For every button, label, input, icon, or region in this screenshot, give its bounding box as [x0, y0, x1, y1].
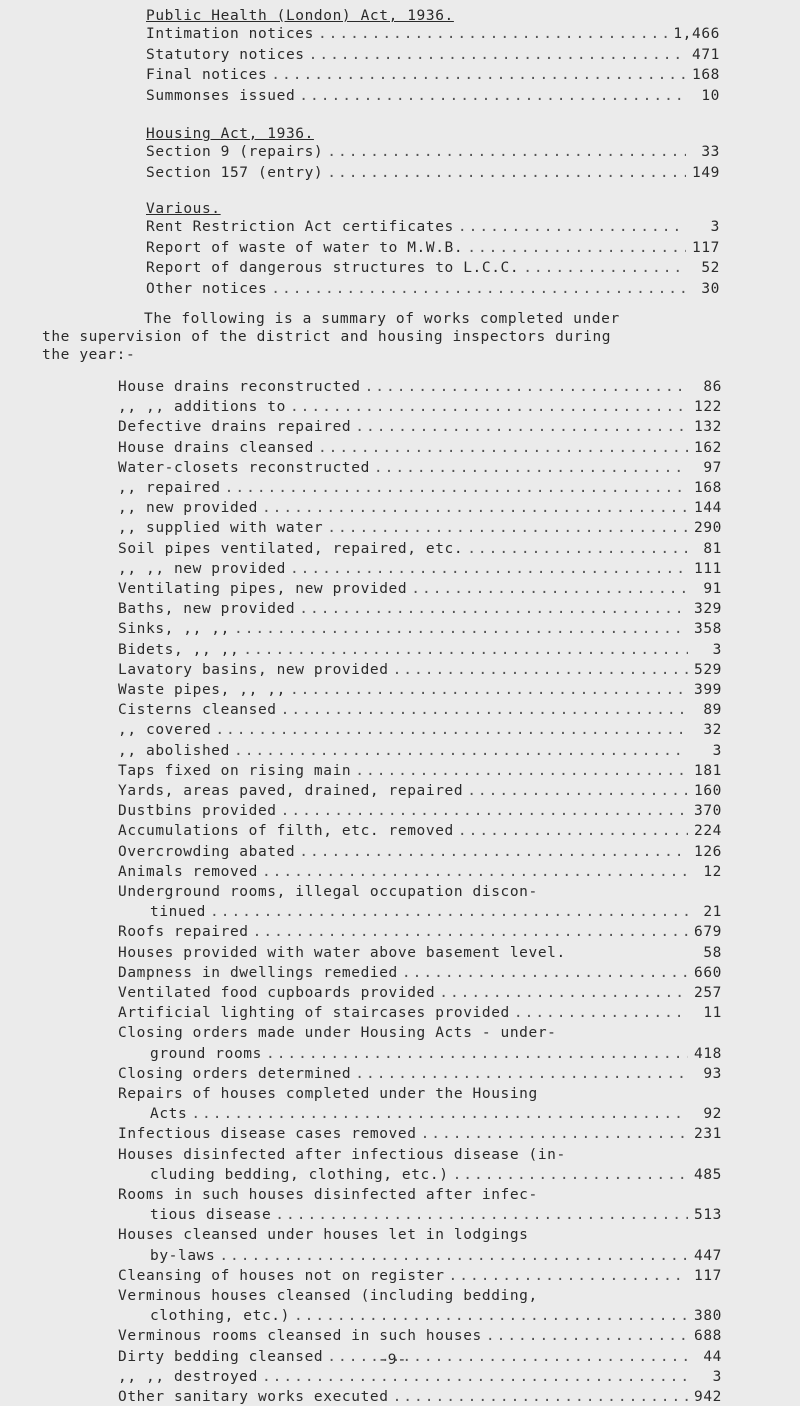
- leader-dots: [266, 1045, 688, 1063]
- leader-dots: [299, 843, 688, 861]
- leader-dots: [355, 418, 688, 436]
- row-value: 168: [692, 67, 720, 83]
- table-row: [118, 540, 722, 558]
- row-value: 92: [703, 1106, 722, 1123]
- table-row: [118, 499, 722, 517]
- leader-dots: [421, 1125, 688, 1143]
- row-value: 86: [703, 379, 722, 395]
- leader-dots: [215, 721, 688, 739]
- row-label: cluding bedding, clothing, etc.): [150, 1166, 449, 1183]
- row-label: ,, ,, additions to: [118, 399, 286, 416]
- table-row: [118, 439, 722, 457]
- row-value: 149: [692, 164, 720, 181]
- row-label: Section 9 (repairs): [146, 144, 324, 160]
- leader-dots: [191, 1105, 688, 1123]
- section-heading: Housing Act, 1936.: [146, 126, 314, 142]
- row-label-line1: Houses disinfected after infectious disease (in-: [118, 1146, 566, 1163]
- row-value: 942: [694, 1389, 722, 1405]
- leader-dots: [219, 1247, 688, 1265]
- table-row: [118, 681, 722, 699]
- row-value: 224: [694, 823, 722, 840]
- leader-dots: [467, 239, 686, 257]
- row-value: 93: [703, 1065, 722, 1082]
- table-row: [118, 641, 722, 659]
- row-value: 471: [692, 46, 720, 63]
- table-row: [146, 66, 720, 84]
- row-label: tious disease: [150, 1207, 272, 1224]
- row-label: by-laws: [150, 1247, 216, 1264]
- row-label: ,, ,, destroyed: [118, 1368, 258, 1385]
- row-label: Other notices: [146, 280, 268, 297]
- row-value: 126: [694, 843, 722, 860]
- leader-dots: [327, 519, 688, 537]
- row-label: Section 157 (entry): [146, 164, 324, 181]
- table-row: [146, 218, 720, 236]
- table-row: [118, 964, 722, 982]
- table-row: [150, 903, 722, 921]
- row-value: 3: [712, 1368, 722, 1385]
- row-value: 52: [701, 260, 720, 276]
- row-value: 513: [694, 1207, 722, 1224]
- row-value: 10: [701, 87, 720, 104]
- row-label: Cleansing of houses not on register: [118, 1267, 445, 1284]
- row-label: Yards, areas paved, drained, repaired: [118, 783, 464, 799]
- row-label: Animals removed: [118, 863, 258, 880]
- row-label: ,, ,, new provided: [118, 560, 286, 577]
- leader-dots: [225, 479, 688, 497]
- table-row: [150, 1307, 722, 1325]
- row-label: Accumulations of filth, etc. removed: [118, 823, 454, 840]
- row-value: 33: [701, 144, 720, 160]
- leader-dots: [262, 499, 688, 517]
- table-row: [118, 721, 722, 739]
- row-label: House drains cleansed: [118, 439, 314, 456]
- leader-dots: [299, 87, 686, 105]
- row-label: Acts: [150, 1106, 188, 1123]
- table-row: [118, 459, 722, 477]
- table-row: [118, 1388, 722, 1406]
- table-row: [118, 519, 722, 537]
- leader-dots: [458, 218, 686, 236]
- row-label: Houses provided with water above basement level.: [118, 944, 566, 961]
- table-row: [118, 479, 722, 497]
- row-value: 231: [694, 1126, 722, 1143]
- row-value: 91: [703, 581, 722, 597]
- row-label: ,, supplied with water: [118, 520, 324, 537]
- row-label: ,, repaired: [118, 480, 221, 496]
- row-label: Lavatory basins, new provided: [118, 661, 389, 678]
- table-row: [146, 87, 720, 105]
- table-row: [146, 280, 720, 298]
- table-row: [118, 701, 722, 719]
- leader-dots: [449, 1267, 688, 1285]
- row-label-line1: Underground rooms, illegal occupation discon-: [118, 884, 538, 900]
- row-label: tinued: [150, 904, 206, 921]
- row-value: 679: [694, 924, 722, 941]
- section-heading: Public Health (London) Act, 1936.: [146, 8, 454, 24]
- leader-dots: [458, 822, 688, 840]
- leader-dots: [467, 782, 688, 800]
- row-label: Roofs repaired: [118, 924, 249, 941]
- section-heading: Various.: [146, 201, 221, 217]
- leader-dots: [290, 398, 688, 416]
- table-row: [150, 1247, 722, 1265]
- table-row: [146, 25, 720, 43]
- table-row: [118, 802, 722, 820]
- row-label: ,, new provided: [118, 500, 258, 517]
- table-row: [150, 1045, 722, 1063]
- table-row: [118, 843, 722, 861]
- row-value: 257: [694, 985, 722, 1001]
- leader-dots: [309, 46, 686, 64]
- leader-dots: [262, 1368, 688, 1386]
- row-label-line1: Closing orders made under Housing Acts - under-: [118, 1025, 557, 1042]
- leader-dots: [243, 641, 688, 659]
- row-value: 370: [694, 803, 722, 820]
- row-label: Statutory notices: [146, 46, 305, 63]
- table-row: [118, 742, 722, 760]
- table-row: [118, 560, 722, 578]
- row-value: 160: [694, 783, 722, 799]
- row-label: Soil pipes ventilated, repaired, etc.: [118, 540, 464, 557]
- table-row: [118, 923, 722, 941]
- table-row: [150, 1105, 722, 1123]
- row-value: 81: [703, 540, 722, 557]
- row-label: Cisterns cleansed: [118, 702, 277, 719]
- row-label: Report of waste of water to M.W.B.: [146, 239, 464, 256]
- row-label: Other sanitary works executed: [118, 1389, 389, 1405]
- table-row: [118, 1348, 722, 1366]
- leader-dots: [411, 580, 688, 598]
- leader-dots: [210, 903, 688, 921]
- leader-dots: [453, 1166, 688, 1184]
- row-label: Ventilated food cupboards provided: [118, 985, 436, 1001]
- row-value: 30: [701, 280, 720, 297]
- row-value: 117: [694, 1267, 722, 1284]
- row-label-line1: Houses cleansed under houses let in lodgings: [118, 1227, 529, 1244]
- table-row: [118, 1267, 722, 1285]
- row-value: 97: [703, 459, 722, 476]
- row-value: 122: [694, 399, 722, 416]
- table-row: [118, 762, 722, 780]
- leader-dots: [271, 66, 686, 84]
- table-row: [118, 1327, 722, 1345]
- row-value: 89: [703, 702, 722, 719]
- row-label: Ventilating pipes, new provided: [118, 581, 408, 597]
- page-number: -9-: [378, 1352, 408, 1368]
- row-value: 399: [694, 682, 722, 698]
- leader-dots: [365, 378, 688, 396]
- row-value: 3: [710, 219, 720, 235]
- leader-dots: [262, 863, 688, 881]
- row-value: 168: [694, 480, 722, 496]
- leader-dots: [253, 923, 688, 941]
- table-row: [146, 46, 720, 64]
- row-label: Dustbins provided: [118, 803, 277, 820]
- row-label-line1: Verminous houses cleansed (including bedding,: [118, 1288, 538, 1304]
- leader-dots: [355, 762, 688, 780]
- row-value: 358: [694, 621, 722, 638]
- row-label: Report of dangerous structures to L.C.C.: [146, 260, 520, 276]
- row-label: Final notices: [146, 67, 268, 83]
- row-label: Dampness in dwellings remedied: [118, 964, 398, 981]
- table-row: [118, 398, 722, 416]
- summary-line2: the supervision of the district and housing inspectors during: [42, 329, 612, 345]
- table-row: [118, 600, 722, 618]
- table-row: [150, 1166, 722, 1184]
- table-row: [118, 1065, 722, 1083]
- row-value: 12: [703, 863, 722, 880]
- row-label: ground rooms: [150, 1045, 262, 1062]
- row-value: 111: [694, 560, 722, 577]
- leader-dots: [514, 1004, 688, 1022]
- row-value: 3: [712, 641, 722, 658]
- row-label: Dirty bedding cleansed: [118, 1348, 324, 1365]
- row-label: Overcrowding abated: [118, 843, 296, 860]
- leader-dots: [281, 701, 688, 719]
- row-value: 44: [703, 1348, 722, 1365]
- row-value: 3: [712, 742, 722, 759]
- leader-dots: [327, 164, 686, 182]
- row-value: 117: [692, 239, 720, 256]
- table-row: [118, 1004, 722, 1022]
- table-row: [118, 661, 722, 679]
- table-row: [146, 259, 720, 277]
- row-value: 290: [694, 520, 722, 537]
- row-label: ,, abolished: [118, 742, 230, 759]
- row-label: Bidets, ,, ,,: [118, 641, 240, 658]
- row-value: 1,466: [673, 26, 720, 42]
- row-label: Closing orders determined: [118, 1065, 352, 1082]
- leader-dots: [290, 681, 688, 699]
- leader-dots: [355, 1065, 688, 1083]
- row-label: clothing, etc.): [150, 1308, 290, 1325]
- leader-dots: [290, 560, 688, 578]
- table-row: [146, 143, 720, 161]
- row-value: 485: [694, 1166, 722, 1183]
- leader-dots: [523, 259, 686, 277]
- row-value: 418: [694, 1045, 722, 1062]
- table-row: [146, 239, 720, 257]
- row-value: 21: [703, 904, 722, 921]
- row-value: 329: [694, 601, 722, 618]
- row-value: 181: [694, 762, 722, 779]
- row-value: 380: [694, 1308, 722, 1325]
- row-label-line1: Repairs of houses completed under the Housing: [118, 1086, 538, 1102]
- leader-dots: [234, 620, 688, 638]
- leader-dots: [486, 1327, 688, 1345]
- row-value: 447: [694, 1247, 722, 1264]
- summary-line3: the year:-: [42, 347, 136, 363]
- leader-dots: [294, 1307, 688, 1325]
- table-row: [118, 822, 722, 840]
- row-label: Infectious disease cases removed: [118, 1126, 417, 1143]
- leader-dots: [281, 802, 688, 820]
- row-value: 132: [694, 419, 722, 436]
- row-label: ,, covered: [118, 722, 212, 739]
- row-label: Artificial lighting of staircases provided: [118, 1005, 510, 1022]
- leader-dots: [393, 661, 688, 679]
- table-row: [146, 164, 720, 182]
- leader-dots: [393, 1388, 688, 1406]
- table-row: [118, 418, 722, 436]
- row-label: Intimation notices: [146, 26, 314, 42]
- row-value: 529: [694, 661, 722, 678]
- leader-dots: [467, 540, 688, 558]
- row-label: Sinks, ,, ,,: [118, 621, 230, 638]
- table-row: [118, 984, 722, 1002]
- table-row: [118, 580, 722, 598]
- row-label-line1: Rooms in such houses disinfected after infec-: [118, 1187, 538, 1203]
- row-label: Verminous rooms cleansed in such houses: [118, 1328, 482, 1345]
- row-label: Water-closets reconstructed: [118, 459, 370, 476]
- row-value: 11: [703, 1005, 722, 1022]
- table-row: [150, 1206, 722, 1224]
- leader-dots: [374, 459, 688, 477]
- row-value: 688: [694, 1328, 722, 1345]
- leader-dots: [299, 600, 688, 618]
- table-row: [118, 1125, 722, 1143]
- leader-dots: [439, 984, 688, 1002]
- row-label: Taps fixed on rising main: [118, 762, 352, 779]
- leader-dots: [402, 964, 688, 982]
- leader-dots: [318, 439, 688, 457]
- row-label: Summonses issued: [146, 87, 296, 104]
- leader-dots: [327, 143, 686, 161]
- table-row: [118, 620, 722, 638]
- summary-line1: The following is a summary of works completed under: [144, 311, 620, 327]
- table-row: [118, 863, 722, 881]
- table-row: [118, 782, 722, 800]
- table-row: [118, 944, 722, 962]
- row-value: 32: [703, 722, 722, 739]
- row-value: 162: [694, 439, 722, 456]
- row-value: 144: [694, 500, 722, 517]
- row-label: Defective drains repaired: [118, 419, 352, 436]
- row-label: Baths, new provided: [118, 601, 296, 618]
- leader-dots: [275, 1206, 688, 1224]
- leader-dots: [234, 742, 688, 760]
- row-value: 58: [703, 944, 722, 961]
- row-label: Waste pipes, ,, ,,: [118, 682, 286, 698]
- table-row: [118, 1368, 722, 1386]
- table-row: [118, 378, 722, 396]
- row-label: Rent Restriction Act certificates: [146, 219, 454, 235]
- summary-paragraph: [42, 310, 736, 364]
- row-label: House drains reconstructed: [118, 379, 361, 395]
- row-value: 660: [694, 964, 722, 981]
- leader-dots: [318, 25, 669, 43]
- leader-dots: [271, 280, 686, 298]
